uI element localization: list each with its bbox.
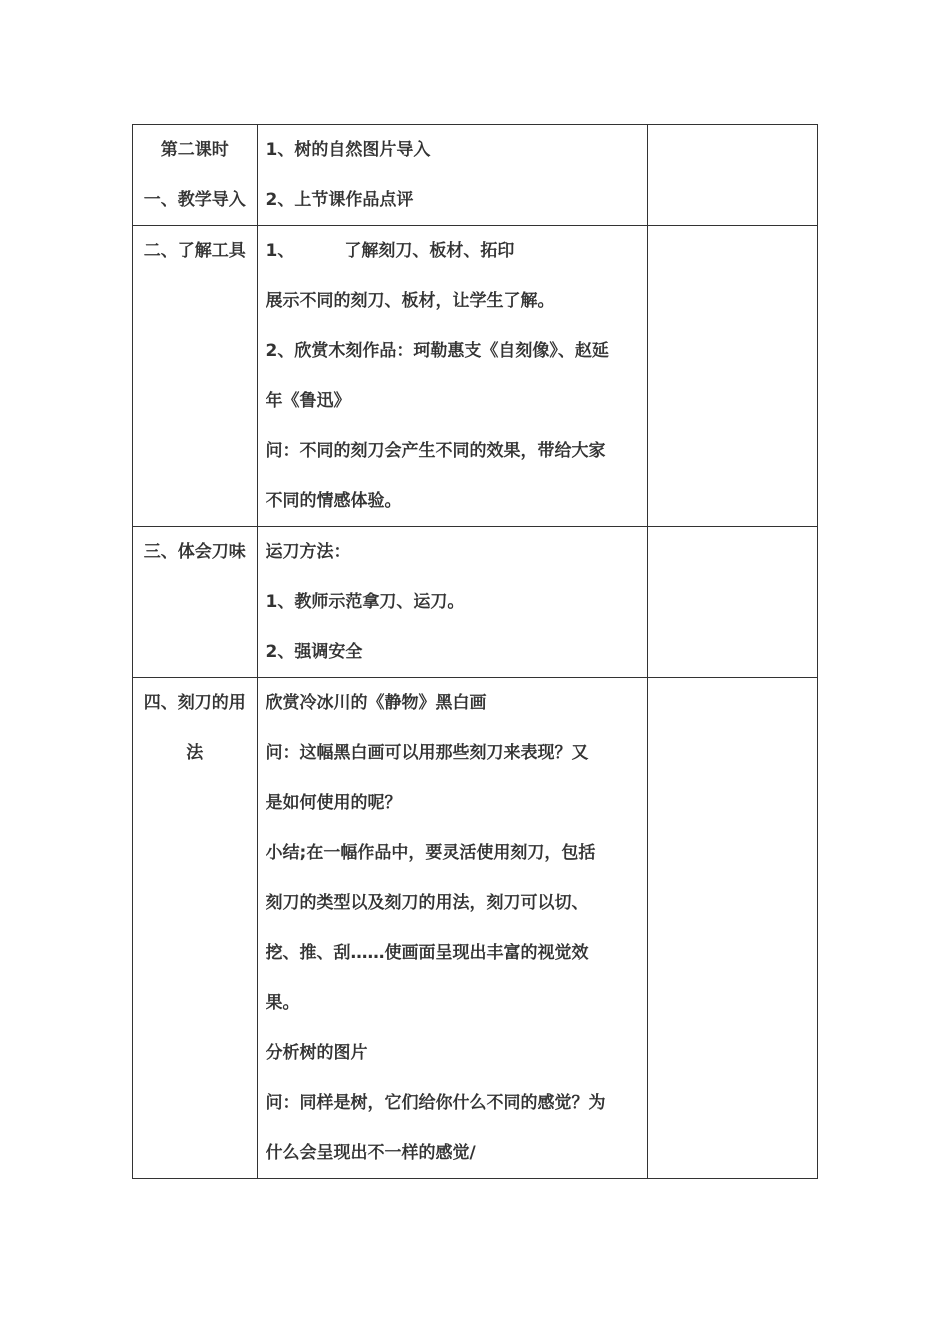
content-line: 2、上节课作品点评 xyxy=(265,190,414,210)
table-row xyxy=(133,527,818,678)
table-row xyxy=(133,125,818,226)
stage-cell xyxy=(133,226,258,527)
stage-cell xyxy=(133,678,258,1179)
content-line: 运刀方法： xyxy=(265,542,351,562)
content-line: 是如何使用的呢？ xyxy=(265,793,402,813)
content-line: 2、强调安全 xyxy=(265,642,363,662)
content-cell xyxy=(257,226,648,527)
notes-cell xyxy=(648,125,818,226)
content-line: 挖、推、刮……使画面呈现出丰富的视觉效 xyxy=(265,943,589,963)
stage-line: 一、教学导入 xyxy=(143,190,246,210)
content-line: 果。 xyxy=(265,993,300,1013)
stage-cell xyxy=(133,125,258,226)
content-line: 2、欣赏木刻作品：珂勒惠支《自刻像》、赵延 xyxy=(265,341,609,361)
notes-cell xyxy=(648,226,818,527)
notes-cell xyxy=(648,527,818,678)
content-line: 分析树的图片 xyxy=(265,1043,368,1063)
table-row xyxy=(133,678,818,1179)
stage-line: 法 xyxy=(186,743,204,763)
content-line: 不同的情感体验。 xyxy=(265,491,402,511)
lesson-plan-table xyxy=(132,124,818,1179)
content-cell xyxy=(257,527,648,678)
content-line: 1、树的自然图片导入 xyxy=(265,140,431,160)
stage-cell xyxy=(133,527,258,678)
stage-line: 二、了解工具 xyxy=(143,241,246,261)
content-line xyxy=(266,226,648,276)
content-line: 问：不同的刻刀会产生不同的效果，带给大家 xyxy=(265,441,606,461)
content-line: 问：同样是树，它们给你什么不同的感觉？为 xyxy=(265,1093,606,1113)
content-cell xyxy=(257,678,648,1179)
stage-line: 第二课时 xyxy=(160,140,229,160)
content-line: 欣赏冷冰川的《静物》黑白画 xyxy=(265,693,487,713)
content-line: 问：这幅黑白画可以用那些刻刀来表现？又 xyxy=(265,743,589,763)
item-text: 了解刻刀、板材、拓印 xyxy=(344,241,515,261)
notes-cell xyxy=(648,678,818,1179)
item-number: 1、 xyxy=(265,241,295,261)
content-line: 小结;在一幅作品中，要灵活使用刻刀，包括 xyxy=(265,843,596,863)
content-line: 什么会呈现出不一样的感觉/ xyxy=(265,1143,476,1163)
content-cell xyxy=(257,125,648,226)
table-row xyxy=(133,226,818,527)
content-line: 年《鲁迅》 xyxy=(265,391,351,411)
stage-line: 三、体会刀味 xyxy=(143,542,246,562)
stage-line: 四、刻刀的用 xyxy=(143,693,246,713)
content-line: 刻刀的类型以及刻刀的用法，刻刀可以切、 xyxy=(265,893,589,913)
content-line: 展示不同的刻刀、板材，让学生了解。 xyxy=(265,291,555,311)
content-line: 1、教师示范拿刀、运刀。 xyxy=(265,592,465,612)
